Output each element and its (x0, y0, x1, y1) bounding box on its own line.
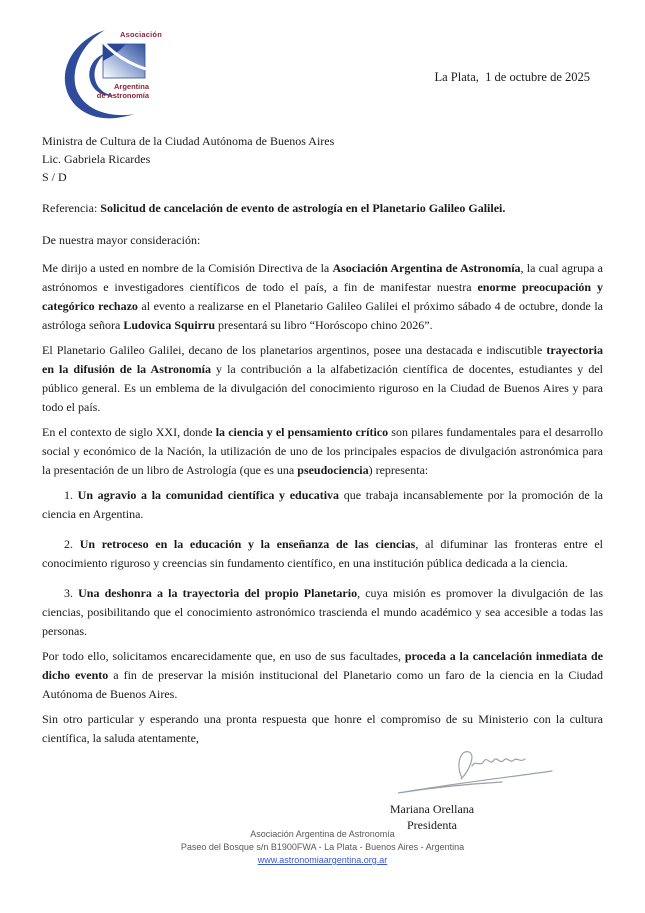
aaa-logo (58, 26, 162, 122)
reference-label: Referencia: (42, 201, 101, 215)
logo-text-de-astronomia: de Astronomía (96, 91, 149, 100)
list-item-2: 2. Un retroceso en la educación y la enseñanza de las ciencias, al difuminar las fronteras entre el conocimiento riguroso y creencias sin fundamento científico, en una institución pública dedicada a la ciencia. (42, 537, 604, 570)
signatory-name: Mariana Orellana (389, 802, 475, 816)
signature-image (392, 744, 562, 799)
logo-text-asociacion: Asociación (119, 30, 162, 39)
paragraph-intro: Me dirijo a usted en nombre de la Comisión Directiva de la Asociación Argentina de Astronomía, la cual agrupa a astrónomos e investigadores científicos de todo el país, a fin de manifestar nuestra enorme preocupación y categórico rechazo al evento a realizarse en el Planetario Galileo Galilei el próximo sábado 4 de octubre, donde la astróloga señora Ludovica Squirru presentará su libro “Horóscopo chino 2026”. (42, 261, 603, 332)
logo-text-argentina-astronomia (97, 82, 149, 100)
signatory-title: Presidenta (407, 818, 457, 832)
footer (0, 828, 645, 867)
salutation: De nuestra mayor consideración: (42, 233, 201, 247)
list-item-3: 3. Una deshonra a la trayectoria del propio Planetario, cuya misión es promover la divulgación de las ciencias, posibilitando que el conocimiento astronómico trascienda el mundo académico y sea accesible a todas las personas. (42, 586, 603, 638)
recipient-line-1: Ministra de Cultura de la Ciudad Autónoma de Buenos Aires (42, 134, 335, 148)
paragraph-cierre: Sin otro particular y esperando una pronta respuesta que honre el compromiso de su Ministerio con la cultura científica, la saluda atentamente, (42, 712, 603, 745)
reference-line (42, 199, 603, 218)
footer-website-link[interactable]: www.astronomiaargentina.org.ar (257, 855, 388, 865)
footer-address: Paseo del Bosque s/n B1900FWA - La Plata - Buenos Aires - Argentina (180, 842, 465, 852)
reference-subject: Solicitud de cancelación de evento de astrología en el Planetario Galileo Galilei. (100, 201, 506, 215)
letter-body (42, 132, 603, 844)
letterhead (0, 0, 645, 132)
paragraph-planetario: El Planetario Galileo Galilei, decano de los planetarios argentinos, posee una destacada e indiscutible trayectoria en la difusión de la Astronomía y la contribución a la alfabetización científica de docentes, estudiantes y del público general. Es un emblema de la divulgación del conocimiento riguroso en la Ciudad de Buenos Aires y para todo el país. (42, 343, 604, 414)
recipient-line-2: Lic. Gabriela Ricardes (42, 152, 151, 166)
list-item-1: 1. Un agravio a la comunidad científica y educativa que trabaja incansablemente por la promoción de la ciencia en Argentina. (42, 488, 603, 521)
footer-org: Asociación Argentina de Astronomía (250, 829, 395, 839)
logo-text-argentina: Argentina (113, 82, 149, 91)
paragraph-contexto: En el contexto de siglo XXI, donde la ciencia y el pensamiento crítico son pilares fundamentales para el desarrollo social y económico de la Nación, la utilización de uno de los principales espacios de divulgación astronómica para la presentación de un libro de Astrología (que es una pseudociencia) representa: (42, 425, 603, 477)
astronomy-logo-icon (58, 26, 162, 122)
recipient-line-3: S / D (42, 170, 67, 184)
paragraph-solicitud: Por todo ello, solicitamos encarecidamente que, en uso de sus facultades, proceda a la cancelación inmediata de dicho evento a fin de preservar la misión institucional del Planetario como un faro de la ciencia en la Ciudad Autónoma de Buenos Aires. (42, 649, 603, 701)
letter-date: La Plata, 1 de octubre de 2025 (434, 70, 590, 84)
recipient-block (42, 132, 603, 186)
